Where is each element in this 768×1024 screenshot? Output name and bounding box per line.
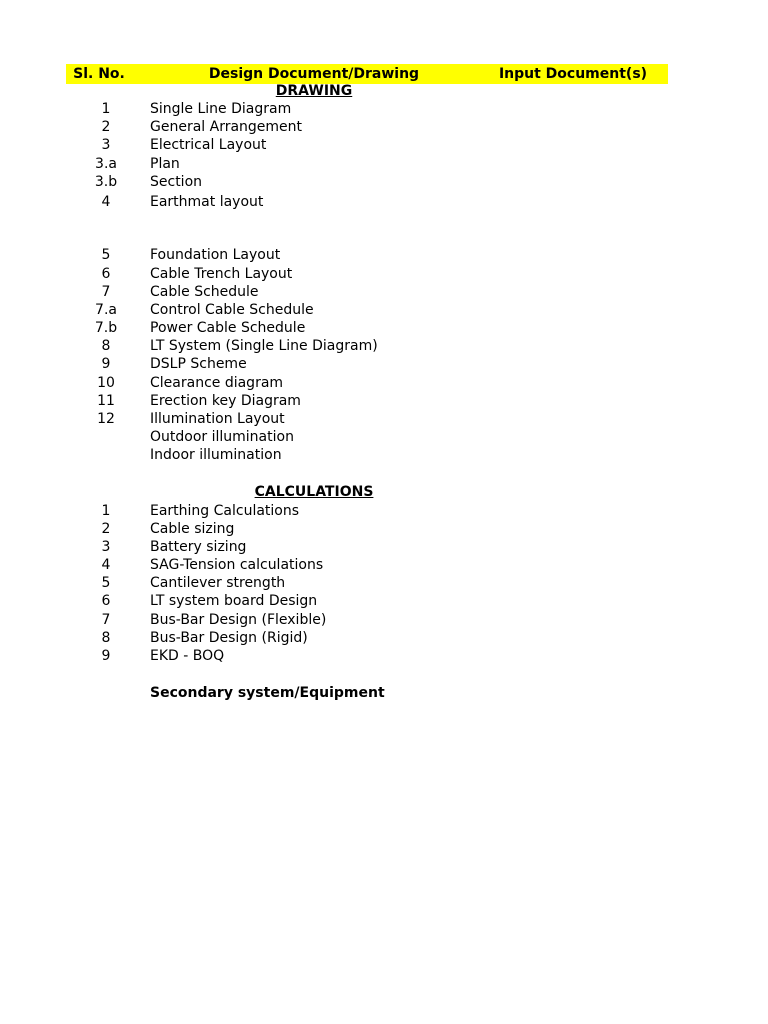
row-document: DSLP Scheme <box>150 356 247 372</box>
table-row <box>0 100 768 118</box>
row-document: Section <box>150 174 203 190</box>
row-number: 1 <box>101 503 111 519</box>
row-document: Control Cable Schedule <box>150 302 314 318</box>
row-document: Power Cable Schedule <box>150 320 306 336</box>
table-row <box>0 392 768 410</box>
table-row <box>0 283 768 301</box>
table-row <box>0 246 768 264</box>
row-number: 5 <box>101 575 111 591</box>
calculations-section-title: CALCULATIONS <box>254 484 374 500</box>
header-design-document: Design Document/Drawing <box>208 66 420 82</box>
table-row <box>0 629 768 647</box>
row-number: 4 <box>101 557 111 573</box>
row-number: 7.a <box>95 302 117 318</box>
table-row <box>0 592 768 610</box>
row-document: Indoor illumination <box>150 447 282 463</box>
table-row <box>0 611 768 629</box>
table-row <box>0 355 768 373</box>
row-number: 12 <box>97 411 115 427</box>
row-number: 6 <box>101 266 111 282</box>
row-document: LT System (Single Line Diagram) <box>150 338 378 354</box>
table-row <box>0 173 768 191</box>
header-sl-no: Sl. No. <box>73 66 125 82</box>
header-input-documents: Input Document(s) <box>498 66 648 82</box>
row-document: Foundation Layout <box>150 247 281 263</box>
table-row <box>0 319 768 337</box>
table-row <box>0 538 768 556</box>
row-document: Clearance diagram <box>150 375 284 391</box>
row-number: 2 <box>101 119 111 135</box>
table-row <box>0 520 768 538</box>
row-number: 7 <box>101 284 111 300</box>
row-number: 10 <box>97 375 115 391</box>
row-document: Earthing Calculations <box>150 503 300 519</box>
row-document: EKD - BOQ <box>150 648 225 664</box>
table-row <box>0 647 768 665</box>
row-document: Single Line Diagram <box>150 101 292 117</box>
row-document: Cantilever strength <box>150 575 286 591</box>
row-document: Bus-Bar Design (Flexible) <box>150 612 327 628</box>
row-document: Earthmat layout <box>150 194 264 210</box>
row-document: Cable Schedule <box>150 284 259 300</box>
row-number: 4 <box>101 194 111 210</box>
row-document: Erection key Diagram <box>150 393 301 409</box>
table-row <box>0 410 768 428</box>
row-document: Battery sizing <box>150 539 247 555</box>
table-row <box>0 446 768 464</box>
row-document: General Arrangement <box>150 119 303 135</box>
row-document: Electrical Layout <box>150 137 267 153</box>
table-row <box>0 136 768 154</box>
table-row <box>0 556 768 574</box>
row-number: 8 <box>101 630 111 646</box>
table-row <box>0 118 768 136</box>
row-number: 3.a <box>95 156 117 172</box>
table-row <box>0 155 768 173</box>
table-row <box>0 502 768 520</box>
table-row <box>0 265 768 283</box>
table-row <box>0 301 768 319</box>
row-number: 1 <box>101 101 111 117</box>
row-number: 6 <box>101 593 111 609</box>
row-number: 9 <box>101 356 111 372</box>
row-number: 2 <box>101 521 111 537</box>
table-row <box>0 574 768 592</box>
table-row <box>0 193 768 211</box>
table-row <box>0 428 768 446</box>
row-document: Outdoor illumination <box>150 429 294 445</box>
row-document: Cable sizing <box>150 521 235 537</box>
row-document: Plan <box>150 156 180 172</box>
row-number: 8 <box>101 338 111 354</box>
row-number: 11 <box>97 393 115 409</box>
table-row <box>0 337 768 355</box>
row-number: 9 <box>101 648 111 664</box>
row-number: 3 <box>101 539 111 555</box>
secondary-system-heading: Secondary system/Equipment <box>150 685 385 701</box>
row-number: 7.b <box>94 320 118 336</box>
row-number: 3 <box>101 137 111 153</box>
row-document: SAG-Tension calculations <box>150 557 324 573</box>
drawing-section-title: DRAWING <box>275 83 353 99</box>
row-document: Cable Trench Layout <box>150 266 293 282</box>
row-number: 3.b <box>94 174 118 190</box>
row-document: LT system board Design <box>150 593 318 609</box>
row-number: 7 <box>101 612 111 628</box>
row-number: 5 <box>101 247 111 263</box>
row-document: Illumination Layout <box>150 411 285 427</box>
row-document: Bus-Bar Design (Rigid) <box>150 630 308 646</box>
table-row <box>0 374 768 392</box>
